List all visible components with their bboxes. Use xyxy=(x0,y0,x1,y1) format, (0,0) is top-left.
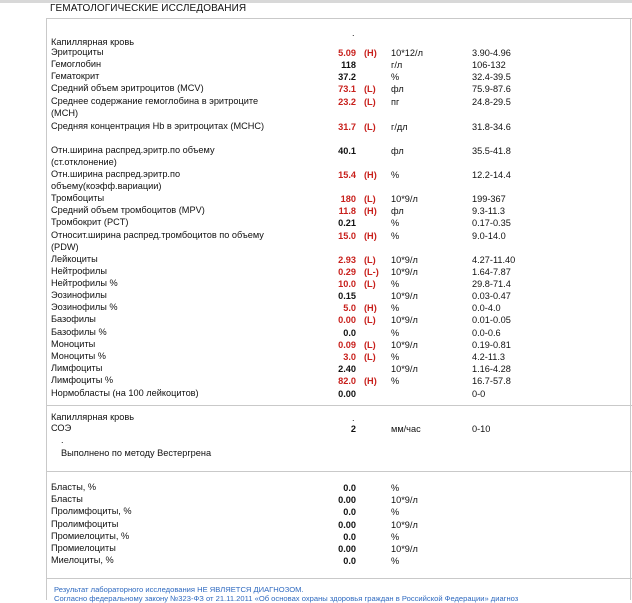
test-unit: 10*9/л xyxy=(391,519,418,530)
test-unit: % xyxy=(391,376,400,386)
section-divider xyxy=(46,471,632,472)
test-name: Бласты xyxy=(51,494,83,505)
abnormal-flag: (H) xyxy=(364,206,377,216)
abnormal-flag: (L) xyxy=(364,279,376,289)
disclaimer-line: Согласно федеральному закону №323-ФЗ от 21.11.2011 «Об основах охраны здоровья граждан в Российской Федерации» диагноз xyxy=(54,594,519,603)
test-value: 0.00 xyxy=(338,315,356,325)
test-name: Тромбокрит (PCT) xyxy=(51,217,129,227)
test-reference: 29.8-71.4 xyxy=(472,279,511,289)
test-unit: % xyxy=(391,507,400,518)
test-unit: % xyxy=(391,352,400,362)
table-row xyxy=(0,482,632,494)
method-note: Выполнено по методу Вестергрена xyxy=(61,448,212,458)
section-divider xyxy=(46,405,632,406)
test-reference: 0.03-0.47 xyxy=(472,291,511,301)
test-reference: 0-0 xyxy=(472,389,486,399)
abnormal-flag: (H) xyxy=(364,376,377,386)
test-value: 23.2 xyxy=(338,97,356,107)
table-row xyxy=(0,423,632,435)
test-value: 0.29 xyxy=(338,267,356,277)
test-unit: мм/час xyxy=(391,424,421,434)
table-row xyxy=(0,388,632,400)
test-unit: 10*9/л xyxy=(391,315,418,325)
table-row xyxy=(0,230,632,254)
test-reference: 4.27-11.40 xyxy=(472,255,516,265)
test-value: 2.93 xyxy=(338,255,356,265)
test-reference: 12.2-14.4 xyxy=(472,170,511,180)
test-value: 15.0 xyxy=(338,231,356,241)
table-row xyxy=(0,375,632,387)
test-value: 5.09 xyxy=(338,48,356,58)
test-name: Относит.ширина распред.тромбоцитов по объему (PDW) xyxy=(51,230,264,252)
test-unit: % xyxy=(391,531,400,542)
test-reference: 9.0-14.0 xyxy=(472,231,506,241)
test-name: Миелоциты, % xyxy=(51,555,114,566)
table-row xyxy=(0,314,632,326)
test-reference: 0.19-0.81 xyxy=(472,340,511,350)
test-name: Моноциты xyxy=(51,339,96,349)
test-value: 10.0 xyxy=(338,279,356,289)
test-reference: 0-10 xyxy=(472,424,491,434)
test-value: 0.00 xyxy=(338,544,356,554)
test-reference: 3.90-4.96 xyxy=(472,48,511,58)
test-name: Пролимфоциты, % xyxy=(51,506,132,517)
test-reference: 35.5-41.8 xyxy=(472,146,511,156)
test-value: 0.00 xyxy=(338,389,356,399)
abnormal-flag: (L) xyxy=(364,315,376,325)
test-unit: % xyxy=(391,231,400,241)
test-unit: фл xyxy=(391,84,404,94)
table-row xyxy=(0,205,632,217)
abnormal-flag: (H) xyxy=(364,170,377,180)
test-unit: 10*12/л xyxy=(391,48,423,58)
test-name: Эозинофилы % xyxy=(51,302,118,312)
test-unit: % xyxy=(391,556,400,567)
table-row xyxy=(0,71,632,83)
test-unit: % xyxy=(391,483,400,493)
test-name: Лимфоциты % xyxy=(51,375,114,385)
abnormal-flag: (L) xyxy=(364,84,376,94)
test-value: 73.1 xyxy=(338,84,356,94)
test-name: Лейкоциты xyxy=(51,254,98,264)
disclaimer-line: Результат лабораторного исследования НЕ ЯВЛЯЕТСЯ ДИАГНОЗОМ. xyxy=(54,585,304,594)
abnormal-flag: (L) xyxy=(364,352,376,362)
test-value: 2.40 xyxy=(338,364,356,374)
test-value: 15.4 xyxy=(338,170,356,180)
test-value: 5.0 xyxy=(343,303,356,313)
table-row xyxy=(0,351,632,363)
abnormal-flag: (H) xyxy=(364,48,377,58)
table-row xyxy=(0,278,632,290)
table-row xyxy=(0,217,632,229)
test-name: Моноциты % xyxy=(51,351,106,361)
test-value: 0.21 xyxy=(338,218,356,228)
test-unit: 10*9/л xyxy=(391,194,418,204)
test-name: Бласты, % xyxy=(51,482,97,492)
test-unit: 10*9/л xyxy=(391,267,418,277)
table-row xyxy=(0,494,632,506)
table-row xyxy=(0,519,632,531)
test-name: Гематокрит xyxy=(51,71,100,81)
test-value: 0.00 xyxy=(338,495,356,506)
test-reference: 0.17-0.35 xyxy=(472,218,511,228)
test-unit: пг xyxy=(391,97,400,107)
test-unit: г/дл xyxy=(391,122,408,132)
abnormal-flag: (L) xyxy=(364,97,376,107)
table-row xyxy=(0,543,632,555)
table-row xyxy=(0,266,632,278)
test-reference: 24.8-29.5 xyxy=(472,97,511,107)
table-row xyxy=(0,121,632,145)
test-unit: 10*9/л xyxy=(391,364,418,374)
test-value: 0.15 xyxy=(338,291,356,301)
abnormal-flag: (H) xyxy=(364,231,377,241)
test-unit: фл xyxy=(391,206,404,216)
test-reference: 4.2-11.3 xyxy=(472,352,506,362)
test-value: 0.0 xyxy=(343,483,356,493)
table-row xyxy=(0,193,632,205)
test-value: 0.0 xyxy=(343,531,356,542)
table-row xyxy=(0,531,632,543)
test-reference: 0.0-0.6 xyxy=(472,328,501,338)
test-unit: фл xyxy=(391,146,404,156)
test-unit: % xyxy=(391,279,400,289)
test-name: Промиелоциты xyxy=(51,543,116,553)
sample-type-label: Капиллярная кровь xyxy=(51,412,134,422)
test-name: Средний объем эритроцитов (MCV) xyxy=(51,83,204,93)
header-divider xyxy=(46,18,632,19)
test-reference: 16.7-57.8 xyxy=(472,376,511,386)
table-row xyxy=(0,254,632,266)
test-value: 0.09 xyxy=(338,340,356,350)
test-name: Нейтрофилы xyxy=(51,266,107,276)
table-row xyxy=(0,83,632,95)
footer-divider xyxy=(46,578,632,579)
table-row xyxy=(0,145,632,169)
abnormal-flag: (L) xyxy=(364,194,376,204)
section-marker: . xyxy=(352,28,355,38)
abnormal-flag: (L) xyxy=(364,340,376,350)
method-marker: . xyxy=(61,435,64,445)
test-name: Нормобласты (на 100 лейкоцитов) xyxy=(51,388,199,398)
table-row xyxy=(0,339,632,351)
test-name: Эритроциты xyxy=(51,47,104,57)
table-row xyxy=(0,302,632,314)
table-row xyxy=(0,169,632,193)
test-value: 0.0 xyxy=(343,556,356,567)
abnormal-flag: (L-) xyxy=(364,267,379,277)
abnormal-flag: (L) xyxy=(364,255,376,265)
test-value: 2 xyxy=(350,424,356,434)
table-row xyxy=(0,290,632,302)
test-value: 82.0 xyxy=(338,376,356,386)
test-reference: 106-132 xyxy=(472,60,506,70)
test-name: Тромбоциты xyxy=(51,193,105,203)
page-title: ГЕМАТОЛОГИЧЕСКИЕ ИССЛЕДОВАНИЯ xyxy=(50,3,247,14)
table-row xyxy=(0,47,632,59)
table-row xyxy=(0,363,632,375)
test-reference: 32.4-39.5 xyxy=(472,72,511,82)
test-value: 0.0 xyxy=(343,507,356,518)
abnormal-flag: (H) xyxy=(364,303,377,313)
test-name: СОЭ xyxy=(51,423,72,433)
test-unit: 10*9/л xyxy=(391,291,418,301)
test-unit: г/л xyxy=(391,60,403,70)
test-name: Отн.ширина распред.эритр.по объему(коэфф.вариации) xyxy=(51,169,181,191)
test-reference: 1.64-7.87 xyxy=(472,267,511,277)
test-value: 180 xyxy=(340,194,356,204)
test-name: Эозинофилы xyxy=(51,290,107,300)
table-row xyxy=(0,96,632,120)
test-unit: 10*9/л xyxy=(391,544,418,554)
test-value: 0.00 xyxy=(338,519,356,530)
test-unit: 10*9/л xyxy=(391,495,418,506)
test-reference: 0.0-4.0 xyxy=(472,303,501,313)
test-unit: 10*9/л xyxy=(391,340,418,350)
test-reference: 9.3-11.3 xyxy=(472,206,506,216)
test-reference: 0.01-0.05 xyxy=(472,315,511,325)
test-value: 3.0 xyxy=(343,352,356,362)
test-name: Гемоглобин xyxy=(51,59,102,69)
test-name: Нейтрофилы % xyxy=(51,278,118,288)
test-reference: 31.8-34.6 xyxy=(472,122,511,132)
table-row xyxy=(0,59,632,71)
test-name: Средний объем тромбоцитов (MPV) xyxy=(51,205,205,215)
test-reference: 75.9-87.6 xyxy=(472,84,511,94)
test-value: 31.7 xyxy=(338,122,356,132)
test-name: Базофилы % xyxy=(51,327,107,337)
test-unit: % xyxy=(391,170,400,180)
test-name: Базофилы xyxy=(51,314,96,324)
test-value: 40.1 xyxy=(338,146,356,156)
test-unit: % xyxy=(391,72,400,82)
test-unit: % xyxy=(391,218,400,228)
sample-type-label: Капиллярная кровь xyxy=(51,37,134,47)
abnormal-flag: (L) xyxy=(364,122,376,132)
test-reference: 1.16-4.28 xyxy=(472,364,511,374)
table-row xyxy=(0,555,632,567)
test-value: 0.0 xyxy=(343,328,356,338)
test-name: Средняя концентрация Hb в эритроцитах (MCHC) xyxy=(51,121,265,131)
test-value: 37.2 xyxy=(338,72,356,82)
test-unit: % xyxy=(391,328,400,338)
test-name: Лимфоциты xyxy=(51,363,103,373)
test-unit: % xyxy=(391,303,400,313)
test-name: Среднее содержание гемоглобина в эритроците (MCH) xyxy=(51,96,259,118)
test-reference: 199-367 xyxy=(472,194,506,204)
test-name: Промиелоциты, % xyxy=(51,530,130,541)
test-value: 118 xyxy=(341,60,356,70)
test-name: Пролимфоциты xyxy=(51,518,119,529)
table-row xyxy=(0,327,632,339)
test-unit: 10*9/л xyxy=(391,255,418,265)
test-value: 11.8 xyxy=(338,206,356,216)
section-marker: . xyxy=(352,413,355,423)
table-row xyxy=(0,506,632,518)
test-name: Отн.ширина распред.эритр.по объему (ст.отклонение) xyxy=(51,145,215,167)
